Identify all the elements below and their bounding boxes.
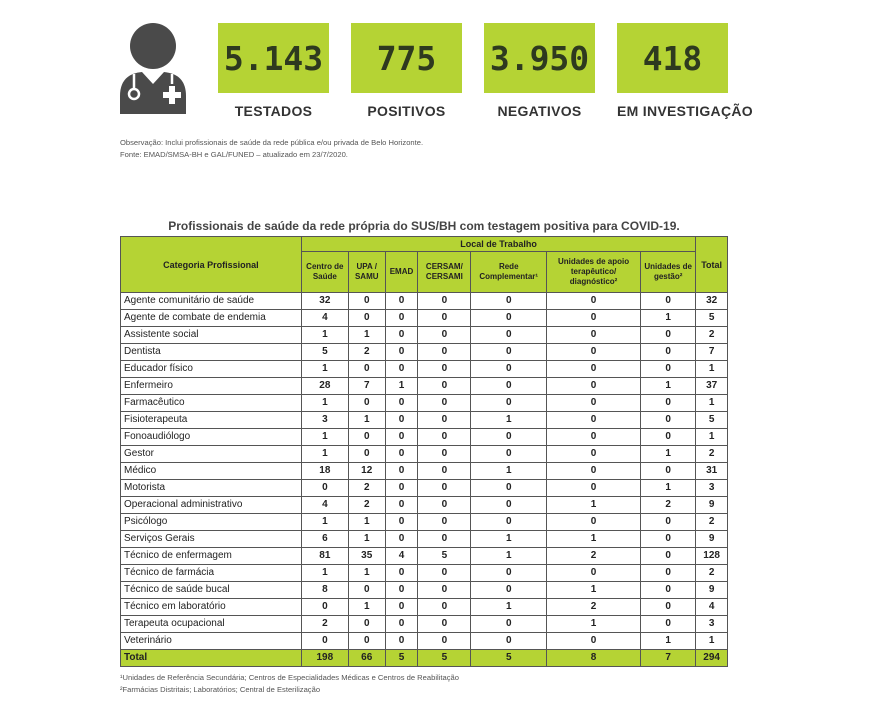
stat-label: TESTADOS xyxy=(234,103,313,119)
table-row xyxy=(121,599,728,616)
row-value: 0 xyxy=(547,565,641,582)
row-value: 1 xyxy=(696,429,728,446)
professionals-table xyxy=(120,236,728,667)
row-value: 0 xyxy=(547,344,641,361)
row-value: 0 xyxy=(471,514,547,531)
row-category: Educador físico xyxy=(121,361,302,378)
row-value: 2 xyxy=(696,565,728,582)
row-value: 0 xyxy=(418,446,471,463)
row-value: 0 xyxy=(385,480,418,497)
row-category: Fisioterapeuta xyxy=(121,412,302,429)
row-value: 0 xyxy=(385,361,418,378)
row-value: 81 xyxy=(301,548,348,565)
table-row xyxy=(121,429,728,446)
row-value: 0 xyxy=(301,480,348,497)
row-value: 0 xyxy=(385,531,418,548)
row-value: 294 xyxy=(696,650,728,667)
row-value: 2 xyxy=(348,497,385,514)
footnote-1: ¹Unidades de Referência Secundária; Centros de Especialidades Médicas e Centros de Reabilitação xyxy=(120,673,459,682)
row-value: 1 xyxy=(348,599,385,616)
row-value: 0 xyxy=(418,633,471,650)
footnotes xyxy=(120,672,459,696)
row-value: 0 xyxy=(471,293,547,310)
row-value: 1 xyxy=(301,327,348,344)
row-value: 0 xyxy=(301,599,348,616)
row-value: 0 xyxy=(471,429,547,446)
row-value: 0 xyxy=(418,480,471,497)
row-value: 1 xyxy=(641,633,696,650)
row-value: 1 xyxy=(547,531,641,548)
row-value: 0 xyxy=(471,497,547,514)
row-value: 0 xyxy=(418,463,471,480)
stat-label: POSITIVOS xyxy=(367,103,446,119)
row-value: 28 xyxy=(301,378,348,395)
row-value: 2 xyxy=(348,480,385,497)
row-value: 0 xyxy=(418,616,471,633)
row-value: 0 xyxy=(418,565,471,582)
row-value: 1 xyxy=(696,395,728,412)
row-category: Técnico em laboratório xyxy=(121,599,302,616)
row-value: 0 xyxy=(471,446,547,463)
table-row xyxy=(121,531,728,548)
row-value: 0 xyxy=(547,480,641,497)
row-value: 0 xyxy=(385,293,418,310)
row-value: 5 xyxy=(418,650,471,667)
row-value: 4 xyxy=(301,310,348,327)
note-line: Observação: Inclui profissionais de saúde da rede pública e/ou privada de Belo Horizonte. xyxy=(120,138,424,147)
row-value: 0 xyxy=(418,344,471,361)
row-value: 0 xyxy=(418,310,471,327)
table-row xyxy=(121,514,728,531)
row-value: 2 xyxy=(641,497,696,514)
row-value: 0 xyxy=(348,293,385,310)
row-value: 0 xyxy=(471,633,547,650)
row-value: 2 xyxy=(547,548,641,565)
row-value: 0 xyxy=(641,429,696,446)
row-value: 1 xyxy=(696,361,728,378)
header-unidades-apoio: Unidades de apoio terapêutico/ diagnóstico² xyxy=(547,252,641,293)
row-value: 0 xyxy=(641,463,696,480)
row-category: Terapeuta ocupacional xyxy=(121,616,302,633)
row-category: Total xyxy=(121,650,302,667)
row-value: 0 xyxy=(471,327,547,344)
table-row xyxy=(121,378,728,395)
table-row xyxy=(121,310,728,327)
row-category: Assistente social xyxy=(121,327,302,344)
row-value: 0 xyxy=(385,565,418,582)
row-value: 66 xyxy=(348,650,385,667)
row-value: 128 xyxy=(696,548,728,565)
table-row xyxy=(121,565,728,582)
row-value: 0 xyxy=(547,293,641,310)
row-value: 4 xyxy=(385,548,418,565)
row-value: 3 xyxy=(696,480,728,497)
row-category: Fonoaudiólogo xyxy=(121,429,302,446)
row-value: 0 xyxy=(385,633,418,650)
header-centro-saude: Centro de Saúde xyxy=(301,252,348,293)
header-category: Categoria Profissional xyxy=(121,237,302,293)
row-value: 0 xyxy=(641,344,696,361)
row-value: 6 xyxy=(301,531,348,548)
row-category: Psicólogo xyxy=(121,514,302,531)
row-value: 3 xyxy=(696,616,728,633)
table-row xyxy=(121,327,728,344)
row-value: 1 xyxy=(547,582,641,599)
row-value: 0 xyxy=(471,344,547,361)
row-value: 0 xyxy=(418,412,471,429)
row-category: Técnico de farmácia xyxy=(121,565,302,582)
row-value: 5 xyxy=(385,650,418,667)
row-category: Serviços Gerais xyxy=(121,531,302,548)
stat-value: 3.950 xyxy=(484,23,595,93)
row-value: 1 xyxy=(547,616,641,633)
row-value: 0 xyxy=(547,633,641,650)
row-value: 9 xyxy=(696,531,728,548)
row-value: 1 xyxy=(348,327,385,344)
row-value: 0 xyxy=(641,582,696,599)
row-value: 0 xyxy=(641,599,696,616)
row-value: 1 xyxy=(301,446,348,463)
row-value: 0 xyxy=(385,497,418,514)
row-value: 0 xyxy=(348,633,385,650)
row-value: 198 xyxy=(301,650,348,667)
table-row xyxy=(121,463,728,480)
header-total: Total xyxy=(696,237,728,293)
row-category: Dentista xyxy=(121,344,302,361)
row-value: 0 xyxy=(385,412,418,429)
row-value: 0 xyxy=(418,361,471,378)
table-row xyxy=(121,616,728,633)
row-value: 5 xyxy=(696,310,728,327)
row-value: 1 xyxy=(471,599,547,616)
row-value: 1 xyxy=(641,378,696,395)
row-value: 0 xyxy=(547,395,641,412)
table-row xyxy=(121,446,728,463)
row-value: 0 xyxy=(547,463,641,480)
row-value: 0 xyxy=(471,310,547,327)
row-value: 1 xyxy=(301,429,348,446)
row-value: 0 xyxy=(418,497,471,514)
row-value: 7 xyxy=(641,650,696,667)
row-value: 5 xyxy=(301,344,348,361)
row-value: 0 xyxy=(641,361,696,378)
table-row xyxy=(121,497,728,514)
row-value: 1 xyxy=(641,310,696,327)
table-row xyxy=(121,548,728,565)
row-category: Técnico de enfermagem xyxy=(121,548,302,565)
row-category: Veterinário xyxy=(121,633,302,650)
table-row xyxy=(121,361,728,378)
doctor-with-stethoscope-icon xyxy=(118,22,188,114)
stat-positivos xyxy=(351,23,462,119)
row-value: 12 xyxy=(348,463,385,480)
table-row xyxy=(121,582,728,599)
row-value: 0 xyxy=(547,514,641,531)
table-row xyxy=(121,412,728,429)
row-value: 2 xyxy=(696,446,728,463)
stat-em-investigacao xyxy=(617,23,753,119)
row-value: 1 xyxy=(471,412,547,429)
row-value: 0 xyxy=(547,412,641,429)
row-value: 2 xyxy=(547,599,641,616)
row-value: 0 xyxy=(641,514,696,531)
row-value: 7 xyxy=(696,344,728,361)
row-value: 1 xyxy=(301,395,348,412)
table-title: Profissionais de saúde da rede própria do SUS/BH com testagem positiva para COVID-19. xyxy=(168,219,680,233)
row-value: 4 xyxy=(301,497,348,514)
row-value: 2 xyxy=(696,327,728,344)
row-value: 1 xyxy=(385,378,418,395)
table-total-row xyxy=(121,650,728,667)
observation-note xyxy=(120,137,423,161)
stat-value: 418 xyxy=(617,23,728,93)
row-category: Operacional administrativo xyxy=(121,497,302,514)
row-value: 1 xyxy=(471,463,547,480)
row-value: 1 xyxy=(348,531,385,548)
row-value: 0 xyxy=(641,327,696,344)
row-value: 0 xyxy=(418,582,471,599)
row-value: 0 xyxy=(547,310,641,327)
row-value: 9 xyxy=(696,497,728,514)
row-value: 0 xyxy=(641,548,696,565)
row-value: 8 xyxy=(547,650,641,667)
row-value: 1 xyxy=(301,361,348,378)
table-row xyxy=(121,344,728,361)
stat-negativos xyxy=(484,23,595,119)
row-value: 0 xyxy=(385,327,418,344)
row-value: 32 xyxy=(301,293,348,310)
row-value: 0 xyxy=(418,514,471,531)
row-value: 2 xyxy=(348,344,385,361)
stat-value: 775 xyxy=(351,23,462,93)
row-value: 0 xyxy=(641,616,696,633)
row-value: 0 xyxy=(348,616,385,633)
row-category: Enfermeiro xyxy=(121,378,302,395)
row-value: 1 xyxy=(641,480,696,497)
row-value: 0 xyxy=(385,446,418,463)
stat-value: 5.143 xyxy=(218,23,329,93)
row-value: 0 xyxy=(471,582,547,599)
footnote-2: ²Farmácias Distritais; Laboratórios; Central de Esterilização xyxy=(120,685,321,694)
row-value: 1 xyxy=(348,412,385,429)
row-value: 9 xyxy=(696,582,728,599)
row-value: 0 xyxy=(641,531,696,548)
source-line: Fonte: EMAD/SMSA-BH e GAL/FUNED – atualizado em 23/7/2020. xyxy=(120,150,348,159)
row-value: 0 xyxy=(348,361,385,378)
header-local-trabalho: Local de Trabalho xyxy=(301,237,695,252)
row-value: 0 xyxy=(385,599,418,616)
row-value: 1 xyxy=(471,548,547,565)
row-value: 0 xyxy=(385,395,418,412)
row-value: 0 xyxy=(547,446,641,463)
row-value: 2 xyxy=(696,514,728,531)
row-value: 5 xyxy=(418,548,471,565)
row-value: 0 xyxy=(641,412,696,429)
row-value: 0 xyxy=(471,395,547,412)
row-value: 32 xyxy=(696,293,728,310)
row-category: Farmacêutico xyxy=(121,395,302,412)
row-value: 0 xyxy=(471,565,547,582)
row-value: 0 xyxy=(547,378,641,395)
row-value: 0 xyxy=(471,378,547,395)
row-category: Médico xyxy=(121,463,302,480)
row-value: 31 xyxy=(696,463,728,480)
row-value: 0 xyxy=(418,293,471,310)
row-value: 0 xyxy=(348,582,385,599)
table-row xyxy=(121,395,728,412)
header-emad: EMAD xyxy=(385,252,418,293)
row-value: 0 xyxy=(418,599,471,616)
row-value: 0 xyxy=(547,361,641,378)
row-value: 0 xyxy=(348,429,385,446)
row-category: Técnico de saúde bucal xyxy=(121,582,302,599)
row-value: 0 xyxy=(385,429,418,446)
row-value: 18 xyxy=(301,463,348,480)
row-value: 0 xyxy=(385,344,418,361)
row-value: 35 xyxy=(348,548,385,565)
row-value: 8 xyxy=(301,582,348,599)
row-value: 1 xyxy=(641,446,696,463)
row-value: 1 xyxy=(696,633,728,650)
row-value: 1 xyxy=(547,497,641,514)
row-value: 0 xyxy=(641,395,696,412)
header-cersam: CERSAM/ CERSAMI xyxy=(418,252,471,293)
row-value: 0 xyxy=(348,310,385,327)
row-value: 3 xyxy=(301,412,348,429)
row-category: Agente comunitário de saúde xyxy=(121,293,302,310)
row-value: 1 xyxy=(301,565,348,582)
row-value: 1 xyxy=(348,514,385,531)
header-rede-complementar: Rede Complementar¹ xyxy=(471,252,547,293)
table-row xyxy=(121,293,728,310)
row-value: 0 xyxy=(547,429,641,446)
row-value: 0 xyxy=(418,395,471,412)
row-value: 2 xyxy=(301,616,348,633)
stat-label: EM INVESTIGAÇÃO xyxy=(617,103,753,119)
row-value: 0 xyxy=(641,565,696,582)
row-value: 0 xyxy=(471,616,547,633)
row-value: 0 xyxy=(301,633,348,650)
row-value: 5 xyxy=(471,650,547,667)
row-category: Agente de combate de endemia xyxy=(121,310,302,327)
row-value: 0 xyxy=(418,531,471,548)
row-value: 0 xyxy=(471,361,547,378)
row-value: 7 xyxy=(348,378,385,395)
table-row xyxy=(121,633,728,650)
row-value: 37 xyxy=(696,378,728,395)
row-value: 0 xyxy=(418,378,471,395)
stat-label: NEGATIVOS xyxy=(497,103,582,119)
header-unidades-gestao: Unidades de gestão² xyxy=(641,252,696,293)
row-value: 0 xyxy=(348,446,385,463)
row-value: 5 xyxy=(696,412,728,429)
row-value: 0 xyxy=(547,327,641,344)
row-value: 0 xyxy=(385,582,418,599)
stat-testados xyxy=(218,23,329,119)
row-value: 0 xyxy=(385,616,418,633)
row-value: 0 xyxy=(418,327,471,344)
row-value: 1 xyxy=(348,565,385,582)
row-category: Gestor xyxy=(121,446,302,463)
row-value: 1 xyxy=(471,531,547,548)
header-upa-samu: UPA / SAMU xyxy=(348,252,385,293)
row-value: 0 xyxy=(348,395,385,412)
row-value: 0 xyxy=(385,514,418,531)
row-value: 0 xyxy=(418,429,471,446)
table-row xyxy=(121,480,728,497)
row-value: 4 xyxy=(696,599,728,616)
row-value: 0 xyxy=(385,463,418,480)
row-value: 0 xyxy=(385,310,418,327)
row-value: 0 xyxy=(641,293,696,310)
row-value: 0 xyxy=(471,480,547,497)
row-value: 1 xyxy=(301,514,348,531)
row-category: Motorista xyxy=(121,480,302,497)
